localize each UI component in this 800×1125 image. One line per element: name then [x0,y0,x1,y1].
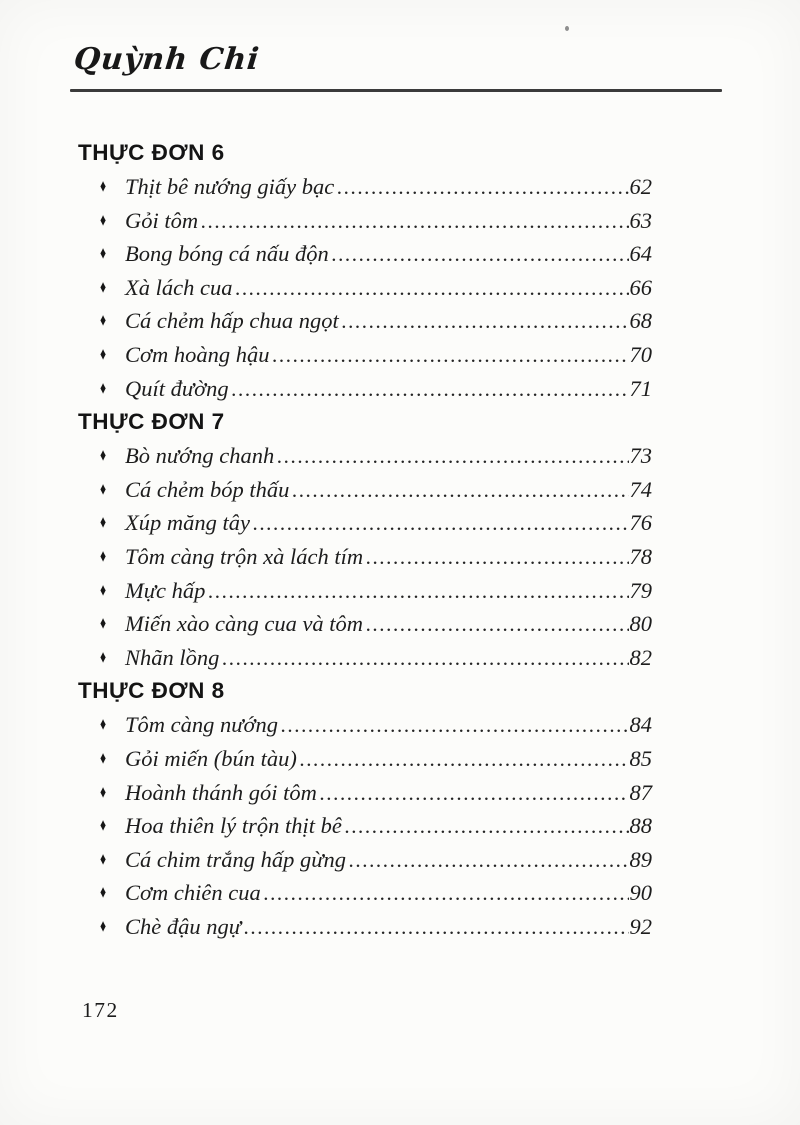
dish-page-number: 89 [629,846,652,872]
dish-name: Cơm chiên cua [125,880,261,906]
dish-page-number: 76 [629,510,652,536]
diamond-bullet-icon: ♦ [99,579,107,600]
toc-entry [78,876,652,910]
diamond-bullet-icon: ♦ [99,309,107,331]
dish-page-number: 63 [629,207,652,233]
scan-speck [565,26,569,31]
diamond-bullet-icon: ♦ [99,848,107,869]
diamond-bullet-icon: ♦ [99,343,107,364]
toc-entry [78,607,652,641]
folio-page-number: 172 [82,998,119,1022]
dish-name: Cá chim trắng hấp gừng [125,846,347,872]
diamond-bullet-icon: ♦ [99,377,107,398]
diamond-bullet-icon: ♦ [99,881,107,903]
dish-name: Tôm càng trộn xà lách tím [125,543,364,569]
toc-entry [78,910,652,944]
dot-leader [292,474,628,508]
dish-page-number: 84 [629,712,652,738]
dish-name: Bong bóng cá nấu độn [125,241,329,267]
dish-page-number: 64 [629,241,652,267]
toc-entry [78,506,652,540]
dish-name: Chè đậu ngự [125,913,242,939]
toc-entry [78,204,652,238]
dot-leader [264,877,629,911]
diamond-bullet-icon: ♦ [99,242,107,263]
dish-page-number: 82 [629,644,652,670]
dot-leader [222,642,628,676]
diamond-bullet-icon: ♦ [99,478,107,499]
dot-leader [332,238,629,272]
dish-page-number: 79 [629,577,652,603]
dish-name: Thịt bê nướng giấy bạc [125,174,335,199]
toc-entry [78,237,652,271]
dish-name: Hoa thiên lý trộn thịt bê [125,813,342,839]
dot-leader [232,373,629,407]
dish-page-number: 66 [629,274,652,300]
dish-name: Mực hấp [125,577,206,603]
dish-page-number: 70 [629,341,652,367]
dish-name: Nhãn lồng [125,644,220,670]
dot-leader [253,507,629,541]
diamond-bullet-icon: ♦ [99,646,107,667]
toc-entry [78,742,652,776]
menu-section [78,136,652,405]
toc-entry [78,439,652,473]
table-of-contents [78,136,652,943]
toc-entry [78,170,652,204]
dish-page-number: 78 [629,543,652,569]
toc-entry [78,641,652,675]
dish-page-number: 71 [629,375,652,401]
dot-leader [337,171,628,205]
dot-leader [366,541,628,575]
dish-name: Tôm càng nướng [125,712,279,738]
dish-page-number: 68 [629,308,652,334]
dot-leader [244,911,628,945]
toc-entry [78,271,652,305]
dot-leader [277,440,628,474]
diamond-bullet-icon: ♦ [99,175,107,196]
dish-name: Cá chẻm hấp chua ngọt [125,308,339,334]
dot-leader [208,575,628,609]
dish-page-number: 90 [629,880,652,906]
diamond-bullet-icon: ♦ [99,545,107,566]
diamond-bullet-icon: ♦ [99,747,107,768]
toc-entry [78,708,652,742]
dish-page-number: 87 [629,779,652,805]
dot-leader [320,777,629,811]
toc-entry [78,473,652,507]
toc-entry [78,809,652,843]
toc-entry [78,843,652,877]
menu-section [78,405,652,674]
dish-page-number: 73 [629,443,652,469]
dish-name: Hoành thánh gói tôm [125,779,317,805]
dish-page-number: 92 [629,913,652,939]
section-title: THỰC ĐƠN 8 [78,678,225,704]
dot-leader [300,743,629,777]
diamond-bullet-icon: ♦ [99,915,107,936]
toc-entry [78,776,652,810]
diamond-bullet-icon: ♦ [99,276,107,297]
dish-name: Xúp măng tây [125,510,250,536]
dot-leader [281,709,628,743]
dish-list [78,439,652,674]
diamond-bullet-icon: ♦ [99,209,107,230]
dot-leader [345,810,629,844]
dish-name: Gỏi tôm [125,207,199,233]
dish-name: Miến xào càng cua và tôm [125,611,364,637]
diamond-bullet-icon: ♦ [99,511,107,533]
section-title: THỰC ĐƠN 7 [78,409,225,435]
dish-name: Gỏi miến (bún tàu) [125,745,297,771]
dish-name: Cơm hoàng hậu [125,341,270,367]
dot-leader [273,339,629,373]
dish-page-number: 88 [629,813,652,839]
dish-name: Xà lách cua [125,274,233,300]
menu-section [78,674,652,943]
toc-entry [78,338,652,372]
dot-leader [342,305,629,339]
toc-entry [78,304,652,338]
dish-name: Bò nướng chanh [125,443,275,469]
dot-leader [366,608,628,642]
diamond-bullet-icon: ♦ [99,713,107,735]
dish-list [78,708,652,943]
dish-page-number: 74 [629,476,652,502]
dish-page-number: 62 [629,174,652,199]
dish-name: Cá chẻm bóp thấu [125,476,290,502]
dot-leader [201,205,628,239]
toc-entry [78,540,652,574]
toc-entry [78,372,652,406]
toc-entry [78,574,652,608]
diamond-bullet-icon: ♦ [99,780,107,802]
header-rule [70,89,722,92]
dish-list [78,170,652,405]
dot-leader [235,272,628,306]
section-title: THỰC ĐƠN 6 [78,140,225,165]
dish-name: Quít đường [125,375,229,401]
dish-page-number: 85 [629,745,652,771]
dot-leader [349,844,628,878]
diamond-bullet-icon: ♦ [99,444,107,465]
diamond-bullet-icon: ♦ [99,612,107,633]
diamond-bullet-icon: ♦ [99,814,107,835]
author-header: Quỳnh Chi [72,42,262,77]
dish-page-number: 80 [629,611,652,637]
